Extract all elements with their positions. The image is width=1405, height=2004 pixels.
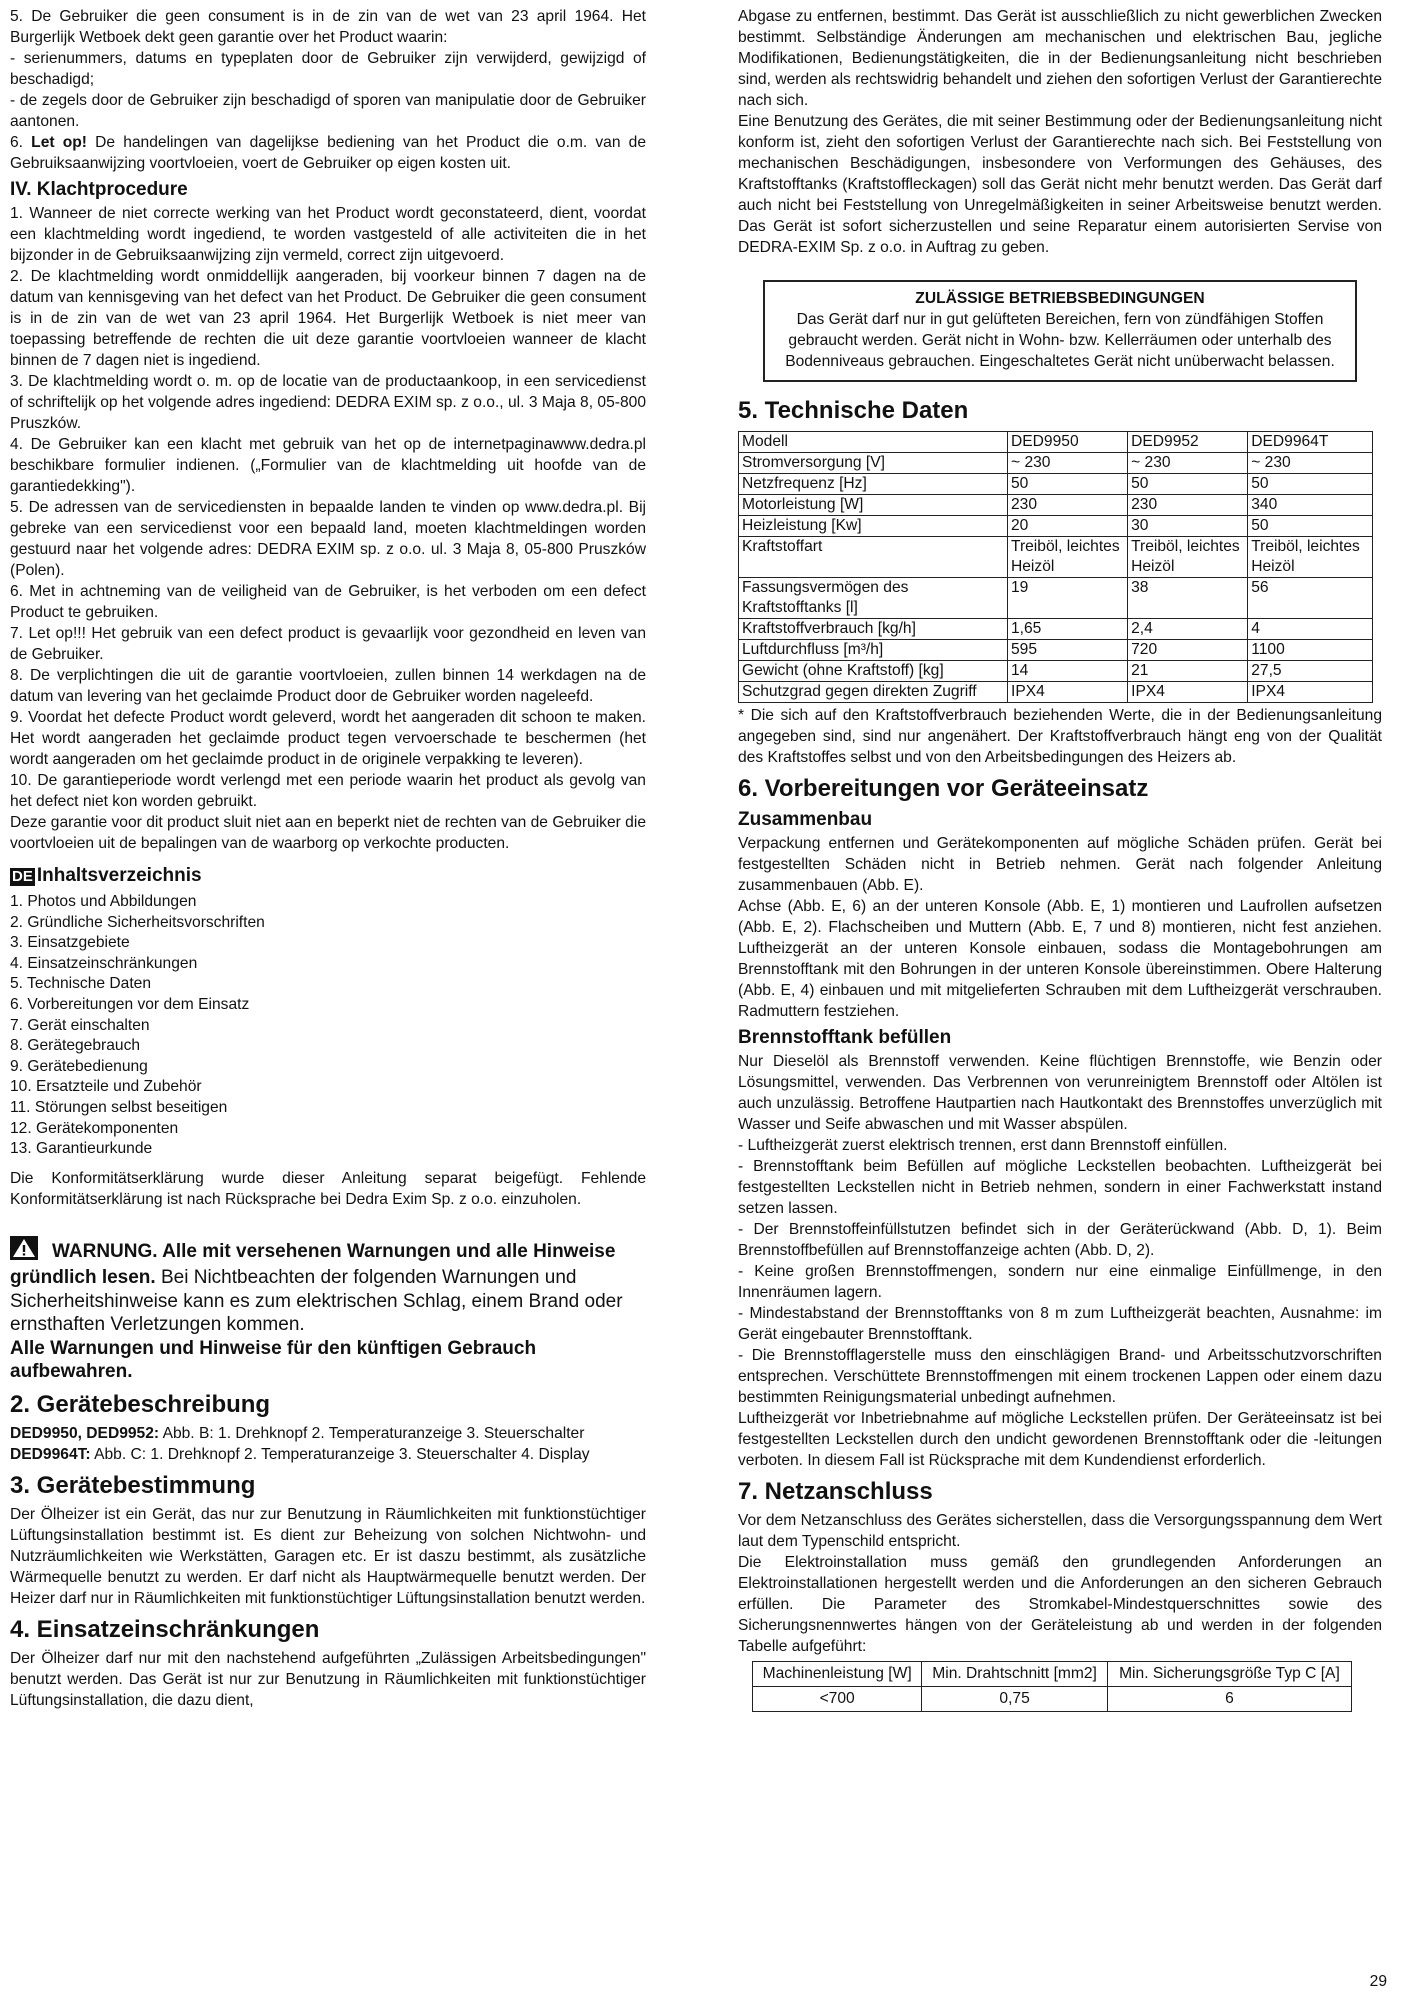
table-cell: 14 xyxy=(1008,661,1128,682)
warning-keep-text xyxy=(10,1337,646,1384)
section-2-title: 2. Gerätebeschreibung xyxy=(10,1390,271,1418)
konformitaet-paragraph: Die Konformitätserklärung wurde dieser Anleitung separat beigefügt. Fehlende Konformitätserklärung ist nach Rücksprache bei Dedra Exim Sp. z o.o. einzuholen. xyxy=(10,1169,646,1208)
section-7-paragraph: Vor dem Netzanschluss des Gerätes sicherstellen, dass die Versorgungsspannung dem Wert laut dem Typenschild entspricht. xyxy=(738,1512,1382,1550)
model-desc: Abb. B: 1. Drehknopf 2. Temperaturanzeige 3. Steuerschalter xyxy=(159,1424,585,1442)
table-cell: 27,5 xyxy=(1248,661,1373,682)
klacht-item: 7. Let op!!! Het gebruik van een defect product is gevaarlijk voor gezondheid en leven van de Gebruiker. xyxy=(10,625,646,663)
table-row xyxy=(739,661,1373,682)
toc-title: Inhaltsverzeichnis xyxy=(36,865,202,886)
klacht-item: 10. De garantieperiode wordt verlengd met een periode waarin het product als gevolg van het defect niet kon worden gebruikt. xyxy=(10,772,646,810)
table-header-cell: DED9964T xyxy=(1248,432,1373,453)
fuse-table xyxy=(752,1661,1352,1712)
table-row xyxy=(739,537,1373,578)
continued-paragraph: Abgase zu entfernen, bestimmt. Das Gerät ist ausschließlich zu nicht gewerblichen Zwecken bestimmt. Selbständige Änderungen am mechanischen und elektrischen Bau, jegliche Modifikationen, Bedienungstätigkeiten, die in der Bedienungsanleitung nicht beschrieben sind, werden als rechtswidrig behandelt und ziehen den sofortigen Verlust der Garantierechte nach sich. xyxy=(738,8,1382,109)
table-cell: 6 xyxy=(1107,1687,1351,1712)
tank-paragraph: - Brennstofftank beim Befüllen auf mögliche Leckstellen beobachten. Luftheizgerät bei festgestellten Leckstellen nicht in Betrieb nehmen, sondern in einer Fachwerkstatt instand setzen lassen. xyxy=(738,1158,1382,1217)
klacht-item: 2. De klachtmelding wordt onmiddellijk aangeraden, bij voorkeur binnen 7 dagen na de datum van kennisgeving van het defect van het Product. De Gebruiker die geen consument is in de zin van de wet van 23 april 1964. Het Burgerlijk Wetboek is niet meer van toepassing betreffende de rechten die uit deze garantie voortvloeien wanneer de klacht binnen de 7 dagen niet is ingediend. xyxy=(10,268,646,369)
toc-item: 9. Gerätebedienung xyxy=(10,1057,148,1075)
table-cell: 30 xyxy=(1128,516,1248,537)
toc-item: 5. Technische Daten xyxy=(10,975,152,993)
table-cell: Gewicht (ohne Kraftstoff) [kg] xyxy=(739,661,1008,682)
operating-conditions-box xyxy=(763,280,1357,382)
toc-item: 11. Störungen selbst beseitigen xyxy=(10,1098,228,1116)
language-badge: DE xyxy=(12,868,33,885)
klacht-item: 6. Met in achtneming van de veiligheid van de Gebruiker, is het verboden om een defect Product te gebruiken. xyxy=(10,583,646,621)
assembly-paragraph: Verpackung entfernen und Gerätekomponenten auf mögliche Schäden prüfen. Gerät bei festgestellten Schäden nicht in Betrieb nehmen. Gerät nach folgender Anleitung zusammenbauen (Abb. E). xyxy=(738,835,1382,894)
table-header-cell: Min. Sicherungsgröße Typ C [A] xyxy=(1107,1662,1351,1687)
table-cell: IPX4 xyxy=(1008,682,1128,703)
table-header-cell: Modell xyxy=(739,432,1008,453)
table-header-cell: DED9952 xyxy=(1128,432,1248,453)
section-3-paragraph: Der Ölheizer ist ein Gerät, das nur zur Benutzung in Räumlichkeiten mit funktionstüchtiger Lüftungsinstallation bestimmt ist. Es dient zur Beheizung von solchen Nichtwohn- und Nutzräumlichkeiten wie Werkstätten, Garagen etc. Er ist daszu bestimmt, als zusätzliche Wärmequelle benutzt zu werden. Er darf nicht als Hauptwärmequelle benutzt werden. Der Heizer darf nur in Räumlichkeiten mit funktionstüchtiger Lüftungsinstallation benutzt werden. xyxy=(10,1505,646,1607)
section-7-paragraph: Die Elektroinstallation muss gemäß den grundlegenden Anforderungen an Elektroinstallationen hergestellt werden und die Anforderungen an den sicheren Gebrauch erfüllen. Die Parameter des Stromkabel-Mindestquerschnittes sowie des Sicherungsnennwertes hängen von der Geräteleistung ab und werden in der folgenden Tabelle aufgeführt: xyxy=(738,1554,1382,1655)
toc-item: 7. Gerät einschalten xyxy=(10,1016,150,1034)
table-cell: Treiböl, leichtes Heizöl xyxy=(1128,537,1248,578)
operating-conditions-text: Das Gerät darf nur in gut gelüfteten Bereichen, fern von zündfähigen Stoffen gebraucht werden. Gerät nicht in Wohn- bzw. Kellerräumen oder unterhalb des Bodenniveaus gebrauchen. Eingeschaltetes Gerät nicht unüberwacht belassen. xyxy=(785,311,1335,370)
page-number: 29 xyxy=(1369,1973,1387,1990)
table-row xyxy=(739,640,1373,661)
warning-keep-bold: Alle Warnungen und Hinweise für den künftigen Gebrauch aufbewahren. xyxy=(10,1337,537,1383)
klacht-item: Deze garantie voor dit product sluit niet aan en beperkt niet de rechten van de Gebruiker die voortvloeien uit de bepalingen van de waarborg op verkochte producten. xyxy=(10,814,646,852)
continued-paragraph: Eine Benutzung des Gerätes, die mit seiner Bestimmung oder der Bedienungsanleitung nicht konform ist, zieht den sofortigen Verlust der Garantierechte nach sich. Bei Feststellung von mechanischen Beschädigungen, insbesondere von Verformungen des Gehäuses, des Kraftstofftanks (Kraftstoffleckagen) soll das Gerät nicht mehr benutzt werden. Das Gerät darf auch nicht bei Feststellung von Unregelmäßigkeiten in seiner Arbeitsweise benutzt werden. Das Gerät ist sofort sicherzustellen und seine Reparatur einem autorisierten Servise von DEDRA-EXIM Sp. z o.o. in Auftrag zu geben. xyxy=(738,113,1382,256)
table-row xyxy=(739,516,1373,537)
table-cell: Schutzgrad gegen direkten Zugriff xyxy=(739,682,1008,703)
table-cell: Kraftstoffverbrauch [kg/h] xyxy=(739,619,1008,640)
warning-bold-text: Alle mit versehenen Warnungen und alle Hinweise gründlich lesen. xyxy=(10,1240,616,1289)
toc-item: 13. Garantieurkunde xyxy=(10,1140,153,1158)
warning-block xyxy=(10,1236,646,1384)
tank-paragraph: Luftheizgerät vor Inbetriebnahme auf mögliche Leckstellen prüfen. Der Geräteeinsatz ist bei festgestellten Leckstellen durch den undicht gewordenen Brennstofftank oder die -leitungen verboten. In diesem Fall ist Rücksprache mit dem Kundendienst erforderlich. xyxy=(738,1410,1382,1469)
table-cell: 4 xyxy=(1248,619,1373,640)
model-label: DED9964T: xyxy=(10,1445,91,1463)
tank-paragraph: - Luftheizgerät zuerst elektrisch trennen, erst dann Brennstoff einfüllen. xyxy=(738,1137,1228,1154)
warning-triangle-icon xyxy=(10,1236,38,1267)
table-cell: Heizleistung [Kw] xyxy=(739,516,1008,537)
warning-normal-text: Bei Nichtbeachten der folgenden Warnungen und Sicherheitshinweise kann es zum elektrischen Schlag, einem Brand oder ernsthaften Verletzungen kommen. xyxy=(10,1267,623,1336)
model-desc: Abb. C: 1. Drehknopf 2. Temperaturanzeige 3. Steuerschalter 4. Display xyxy=(90,1445,590,1463)
table-cell: 50 xyxy=(1248,474,1373,495)
table-row xyxy=(739,495,1373,516)
item-6-paragraph xyxy=(10,132,646,174)
klacht-item: 3. De klachtmelding wordt o. m. op de locatie van de productaankoop, in een servicedienst of schriftelijk op het volgende adres ingediend: DEDRA EXIM sp. z o.o., ul. 3 Maja 8, 05-800 Pruszków. xyxy=(10,373,646,432)
section-4-title: 4. Einsatzeinschränkungen xyxy=(10,1615,320,1643)
table-cell: 50 xyxy=(1128,474,1248,495)
table-cell: Luftdurchfluss [m³/h] xyxy=(739,640,1008,661)
klacht-item: 1. Wanneer de niet correcte werking van het Product wordt geconstateerd, dient, voordat een klachtmelding wordt ingediend, te worden vastgesteld of alle activiteiten die in het bijzonder in de Gebruiksaanwijzing zijn vermeld, correct zijn uitgevoerd. xyxy=(10,205,646,264)
toc-list xyxy=(10,892,646,1160)
table-cell: IPX4 xyxy=(1248,682,1373,703)
table-cell: Kraftstoffart xyxy=(739,537,1008,578)
table-cell: 595 xyxy=(1008,640,1128,661)
section-2-paragraph xyxy=(10,1423,646,1444)
table-cell: Treiböl, leichtes Heizöl xyxy=(1248,537,1373,578)
table-cell: 20 xyxy=(1008,516,1128,537)
operating-conditions-title: ZULÄSSIGE BETRIEBSBEDINGUNGEN xyxy=(915,290,1205,307)
toc-item: 8. Gerätegebrauch xyxy=(10,1037,141,1055)
table-row xyxy=(739,453,1373,474)
assembly-subheading: Zusammenbau xyxy=(738,809,873,830)
warning-text xyxy=(10,1236,646,1337)
klacht-item: 4. De Gebruiker kan een klacht met gebruik van het op de internetpaginawww.dedra.pl beschikbare formulier indienen. („Formulier van de klachtmelding uit hoofde van de garantiedekking"). xyxy=(10,436,646,495)
table-cell: 56 xyxy=(1248,578,1373,619)
table-cell: 2,4 xyxy=(1128,619,1248,640)
table-cell: IPX4 xyxy=(1128,682,1248,703)
section-2-paragraph xyxy=(10,1444,646,1465)
left-column xyxy=(10,6,646,1711)
toc-heading xyxy=(10,864,646,888)
tank-paragraph: Nur Dieselöl als Brennstoff verwenden. Keine flüchtigen Brennstoffe, wie Benzin oder Lösungsmittel, verwenden. Das Verbrennen von verunreinigtem Brennstoff oder Altölen ist auch unzulässig. Betroffene Hautpartien nach Hautkontakt des Brennstoffes unverzüglich mit Wasser und Seife abwaschen und mit Wasser abspülen. xyxy=(738,1053,1382,1133)
item-6-rest: De handelingen van dagelijkse bediening van het Product die o.m. van de Gebruiksaanwijzing voortvloeien, voert de Gebruiker op eigen kosten uit. xyxy=(10,134,647,172)
klacht-item: 5. De adressen van de servicediensten in bepaalde landen te vinden op www.dedra.pl. Bij gebreke van een servicedienst voor een bepaald land, moeten klachtmeldingen worden gestuurd naar het volgende adres: DEDRA EXIM sp. z o.o. ul. 3 Maja 8, 05-800 Pruszków (Polen). xyxy=(10,499,646,579)
spec-footnote: * Die sich auf den Kraftstoffverbrauch beziehenden Werte, die in der Bedienungsanleitung angegeben sind, sind nur angenähert. Der Kraftstoffverbrauch hängt eng von der Qualität des Kraftstoffes selbst und von den Arbeitsbedingungen des Heizers ab. xyxy=(738,707,1382,766)
table-cell: 0,75 xyxy=(922,1687,1108,1712)
table-cell: Fassungsvermögen des Kraftstofftanks [l] xyxy=(739,578,1008,619)
table-cell: 1,65 xyxy=(1008,619,1128,640)
model-label: DED9950, DED9952: xyxy=(10,1424,160,1442)
intro-paragraph: - serienummers, datums en typeplaten door de Gebruiker zijn verwijderd, gewijzigd of beschadigd; xyxy=(10,50,646,88)
toc-item: 2. Gründliche Sicherheitsvorschriften xyxy=(10,913,265,931)
section-5-title: 5. Technische Daten xyxy=(738,397,969,424)
toc-item: 3. Einsatzgebiete xyxy=(10,934,130,952)
table-header-row xyxy=(739,432,1373,453)
tank-paragraph: - Die Brennstofflagerstelle muss den einschlägigen Brand- und Arbeitsschutzvorschriften entsprechen. Verschüttete Brennstoffmengen mit einem trockenen Lappen oder einem dazu bestimmten Reinigungsmaterial unbedingt aufnehmen. xyxy=(738,1347,1382,1406)
toc-item: 4. Einsatzeinschränkungen xyxy=(10,954,198,972)
toc-item: 10. Ersatzteile und Zubehör xyxy=(10,1078,202,1096)
section-7-title: 7. Netzanschluss xyxy=(738,1478,933,1505)
toc-item: 12. Gerätekomponenten xyxy=(10,1119,179,1137)
table-cell: 230 xyxy=(1008,495,1128,516)
table-row xyxy=(753,1687,1352,1712)
table-cell: 21 xyxy=(1128,661,1248,682)
table-cell: <700 xyxy=(753,1687,922,1712)
table-cell: Netzfrequenz [Hz] xyxy=(739,474,1008,495)
table-header-row xyxy=(753,1662,1352,1687)
right-column xyxy=(738,6,1382,1712)
table-cell: ~ 230 xyxy=(1008,453,1128,474)
table-cell: ~ 230 xyxy=(1248,453,1373,474)
toc-item: 6. Vorbereitungen vor dem Einsatz xyxy=(10,995,250,1013)
table-cell: 230 xyxy=(1128,495,1248,516)
table-row xyxy=(739,578,1373,619)
table-cell: Motorleistung [W] xyxy=(739,495,1008,516)
section-6-title: 6. Vorbereitungen vor Geräteeinsatz xyxy=(738,775,1149,802)
table-cell: ~ 230 xyxy=(1128,453,1248,474)
tank-paragraph: - Keine großen Brennstoffmengen, sondern nur eine einmalige Einfüllmenge, in den Innenräumen lagern. xyxy=(738,1263,1382,1301)
table-header-cell: Min. Drahtschnitt [mm2] xyxy=(922,1662,1108,1687)
section-4-paragraph: Der Ölheizer darf nur mit den nachstehend aufgeführten „Zulässigen Arbeitsbedingungen" benutzt werden. Das Gerät ist nur zur Benutzung in Räumlichkeiten mit funktionstüchtiger Lüftungsinstallation, die dazu dient, xyxy=(10,1649,646,1709)
klacht-item: 9. Voordat het defecte Product wordt geleverd, wordt het aangeraden dit schoon te maken. Het wordt aangeraden het geclaimde product tegen vervoerschade te beschermen (het wordt aangeraden om het geclaimde product in de originele verpakking te leveren). xyxy=(10,709,646,768)
table-header-cell: DED9950 xyxy=(1008,432,1128,453)
toc-item: 1. Photos und Abbildungen xyxy=(10,893,197,910)
technical-data-table xyxy=(738,431,1373,703)
intro-paragraph: - de zegels door de Gebruiker zijn beschadigd of sporen van manipulatie door de Gebruiker aantonen. xyxy=(10,92,646,130)
intro-paragraph: 5. De Gebruiker die geen consument is in de zin van de wet van 23 april 1964. Het Burgerlijk Wetboek dekt geen garantie over het Product waarin: xyxy=(10,8,646,46)
item-6-prefix: 6. xyxy=(10,134,32,151)
table-header-cell: Machinenleistung [W] xyxy=(753,1662,922,1687)
tank-paragraph: - Der Brennstoffeinfüllstutzen befindet sich in der Geräterückwand (Abb. D, 1). Beim Brennstoffbefüllen auf Brennstoffanzeige achten (Abb. D, 2). xyxy=(738,1221,1382,1259)
assembly-paragraph: Achse (Abb. E, 6) an der unteren Konsole (Abb. E, 1) montieren und Laufrollen aufsetzen (Abb. E, 2). Flachscheiben und Muttern (Abb. E, 7 und 8) montieren, nicht fest anziehen. Luftheizgerät an der unteren Konsole einbauen, sodass die Montagebohrungen am Brennstofftank mit den Bohrungen in der unteren Konsole übereinstimmen. Obere Halterung (Abb. E, 4) einbauen und mit mitgelieferten Schrauben mit dem Luftheizgerät verschrauben. Radmuttern festziehen. xyxy=(738,898,1382,1020)
table-cell: 38 xyxy=(1128,578,1248,619)
tank-subheading: Brennstofftank befüllen xyxy=(738,1027,952,1048)
table-cell: Stromversorgung [V] xyxy=(739,453,1008,474)
section-3-title: 3. Gerätebestimmung xyxy=(10,1471,256,1499)
table-cell: 340 xyxy=(1248,495,1373,516)
klacht-item: 8. De verplichtingen die uit de garantie voortvloeien, zullen binnen 14 werkdagen na de datum van levering van het geclaimde Product door de Gebruiker worden nageleefd. xyxy=(10,667,646,705)
table-row xyxy=(739,682,1373,703)
tank-paragraph: - Mindestabstand der Brennstofftanks von 8 m zum Luftheizgerät beachten, Ausnahme: im Gerät eingebauter Brennstofftank. xyxy=(738,1305,1382,1343)
item-6-bold: Let op! xyxy=(31,134,87,151)
table-cell: 50 xyxy=(1248,516,1373,537)
table-cell: 19 xyxy=(1008,578,1128,619)
table-row xyxy=(739,619,1373,640)
table-cell: Treiböl, leichtes Heizöl xyxy=(1008,537,1128,578)
table-row xyxy=(739,474,1373,495)
klacht-heading: IV. Klachtprocedure xyxy=(10,179,188,200)
warning-label: WARNUNG. xyxy=(52,1240,158,1262)
table-cell: 720 xyxy=(1128,640,1248,661)
table-cell: 1100 xyxy=(1248,640,1373,661)
table-cell: 50 xyxy=(1008,474,1128,495)
